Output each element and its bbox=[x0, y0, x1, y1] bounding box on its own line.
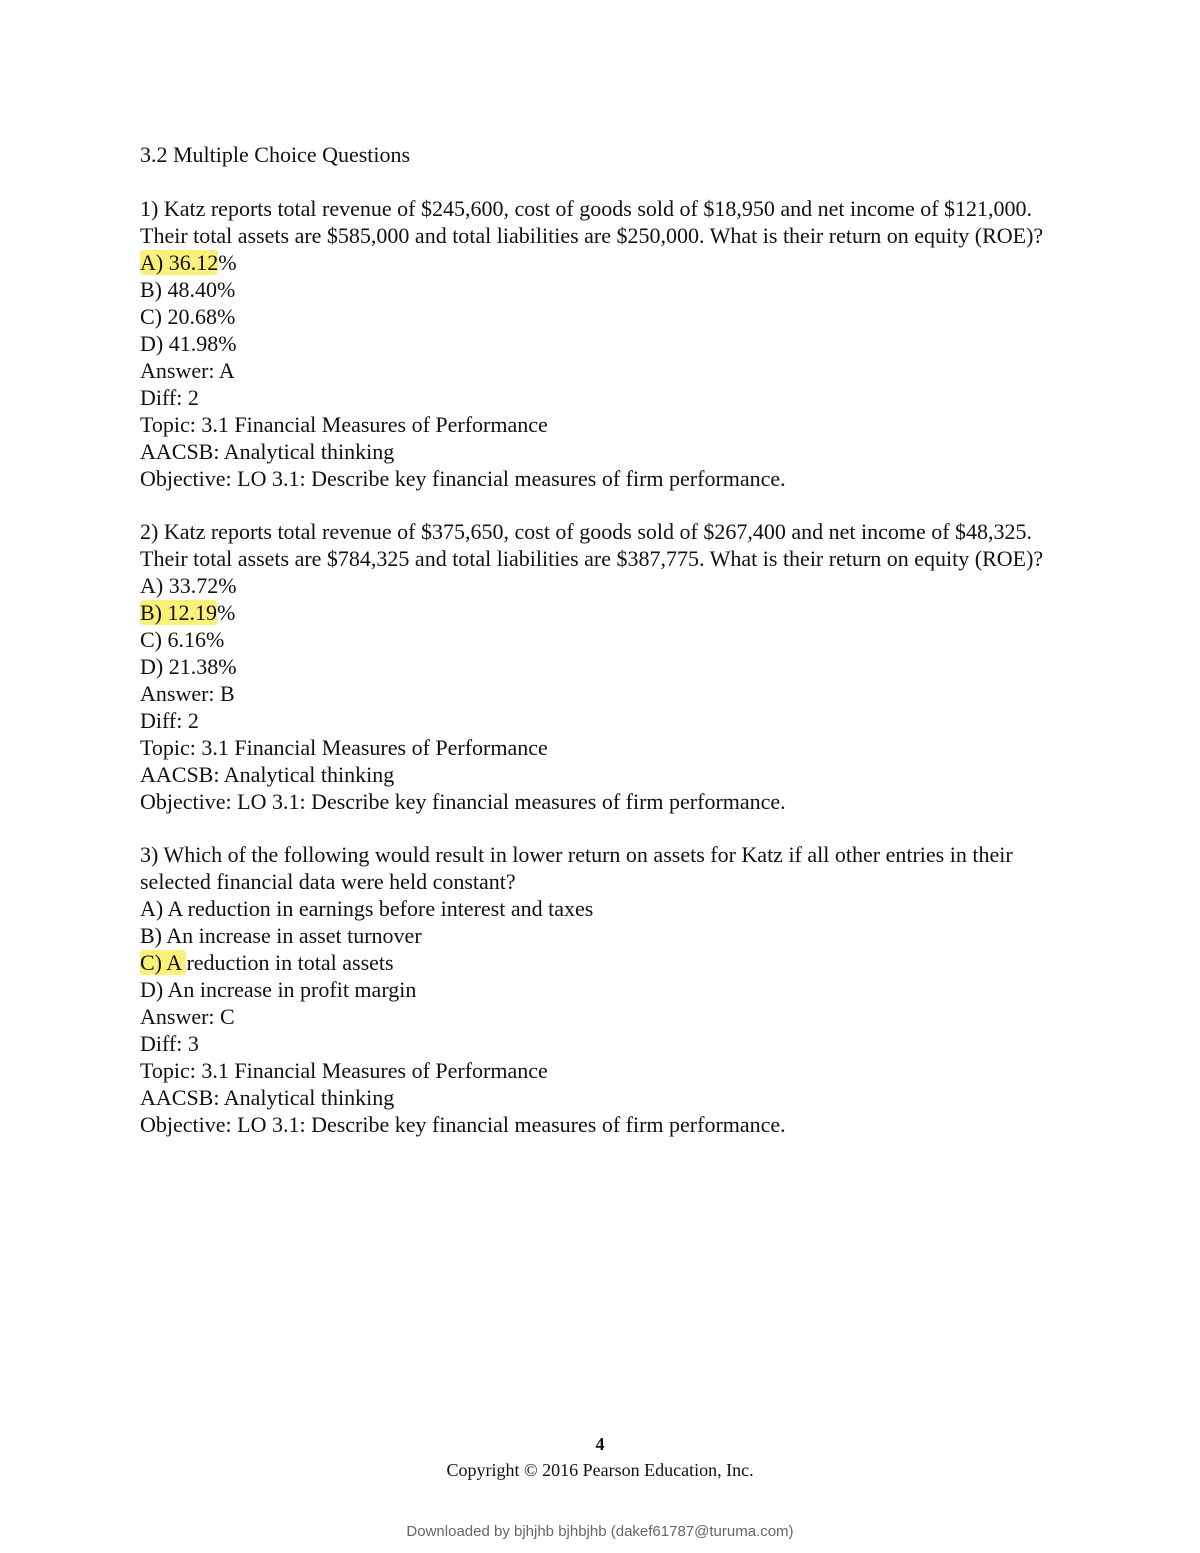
question-text: 2) Katz reports total revenue of $375,650, cost of goods sold of $267,400 and net income of $48,325. Their total assets are $784,325 and total liabilities are $387,775. What is their return on equity (ROE)? bbox=[140, 519, 1044, 571]
option-text: % bbox=[218, 250, 237, 275]
option-b bbox=[140, 276, 1070, 303]
option-d bbox=[140, 330, 1070, 357]
topic-line: Topic: 3.1 Financial Measures of Performance bbox=[140, 412, 548, 437]
highlight-mark: A) 36.12 bbox=[140, 250, 219, 275]
highlight-mark: C) A bbox=[140, 950, 187, 975]
download-watermark: Downloaded by bjhjhb bjhbjhb (dakef61787@turuma.com) bbox=[406, 1523, 794, 1540]
option-d bbox=[140, 976, 1070, 1003]
topic-line: Topic: 3.1 Financial Measures of Performance bbox=[140, 735, 548, 760]
option-text: B) 48.40% bbox=[140, 277, 236, 302]
question-text: 3) Which of the following would result in lower return on assets for Katz if all other entries in their selected financial data were held constant? bbox=[140, 842, 1013, 894]
answer-line: Answer: C bbox=[140, 1004, 235, 1029]
answer-line: Answer: A bbox=[140, 358, 235, 383]
answer-line: Answer: B bbox=[140, 681, 235, 706]
aacsb-line: AACSB: Analytical thinking bbox=[140, 1085, 395, 1110]
option-b bbox=[140, 922, 1070, 949]
option-c bbox=[140, 626, 1070, 653]
option-b bbox=[140, 599, 1070, 626]
option-c bbox=[140, 303, 1070, 330]
option-text: A) 33.72% bbox=[140, 573, 237, 598]
option-text: D) 41.98% bbox=[140, 331, 237, 356]
option-text: A) A reduction in earnings before interest and taxes bbox=[140, 896, 594, 921]
document-page bbox=[140, 141, 1070, 1164]
copyright-notice: Copyright © 2016 Pearson Education, Inc. bbox=[446, 1460, 754, 1480]
option-a bbox=[140, 249, 1070, 276]
question-1 bbox=[140, 195, 1070, 492]
option-c bbox=[140, 949, 1070, 976]
difficulty-line: Diff: 2 bbox=[140, 708, 199, 733]
option-a bbox=[140, 572, 1070, 599]
highlight-mark: B) 12.19 bbox=[140, 600, 217, 625]
topic-line: Topic: 3.1 Financial Measures of Performance bbox=[140, 1058, 548, 1083]
option-text: B) An increase in asset turnover bbox=[140, 923, 422, 948]
section-title: 3.2 Multiple Choice Questions bbox=[140, 142, 411, 167]
objective-line: Objective: LO 3.1: Describe key financial measures of firm performance. bbox=[140, 789, 786, 814]
option-text: C) 6.16% bbox=[140, 627, 225, 652]
option-a bbox=[140, 895, 1070, 922]
option-text: D) An increase in profit margin bbox=[140, 977, 417, 1002]
difficulty-line: Diff: 2 bbox=[140, 385, 199, 410]
option-text: D) 21.38% bbox=[140, 654, 237, 679]
question-text: 1) Katz reports total revenue of $245,600, cost of goods sold of $18,950 and net income of $121,000. Their total assets are $585,000 and total liabilities are $250,000. What is their return on equity (ROE)? bbox=[140, 196, 1044, 248]
option-text: % bbox=[217, 600, 236, 625]
objective-line: Objective: LO 3.1: Describe key financial measures of firm performance. bbox=[140, 1112, 786, 1137]
option-text: C) 20.68% bbox=[140, 304, 236, 329]
question-2 bbox=[140, 518, 1070, 815]
option-text: reduction in total assets bbox=[186, 950, 394, 975]
page-number: 4 bbox=[595, 1434, 605, 1454]
aacsb-line: AACSB: Analytical thinking bbox=[140, 762, 395, 787]
aacsb-line: AACSB: Analytical thinking bbox=[140, 439, 395, 464]
difficulty-line: Diff: 3 bbox=[140, 1031, 199, 1056]
question-3 bbox=[140, 841, 1070, 1138]
option-d bbox=[140, 653, 1070, 680]
objective-line: Objective: LO 3.1: Describe key financial measures of firm performance. bbox=[140, 466, 786, 491]
